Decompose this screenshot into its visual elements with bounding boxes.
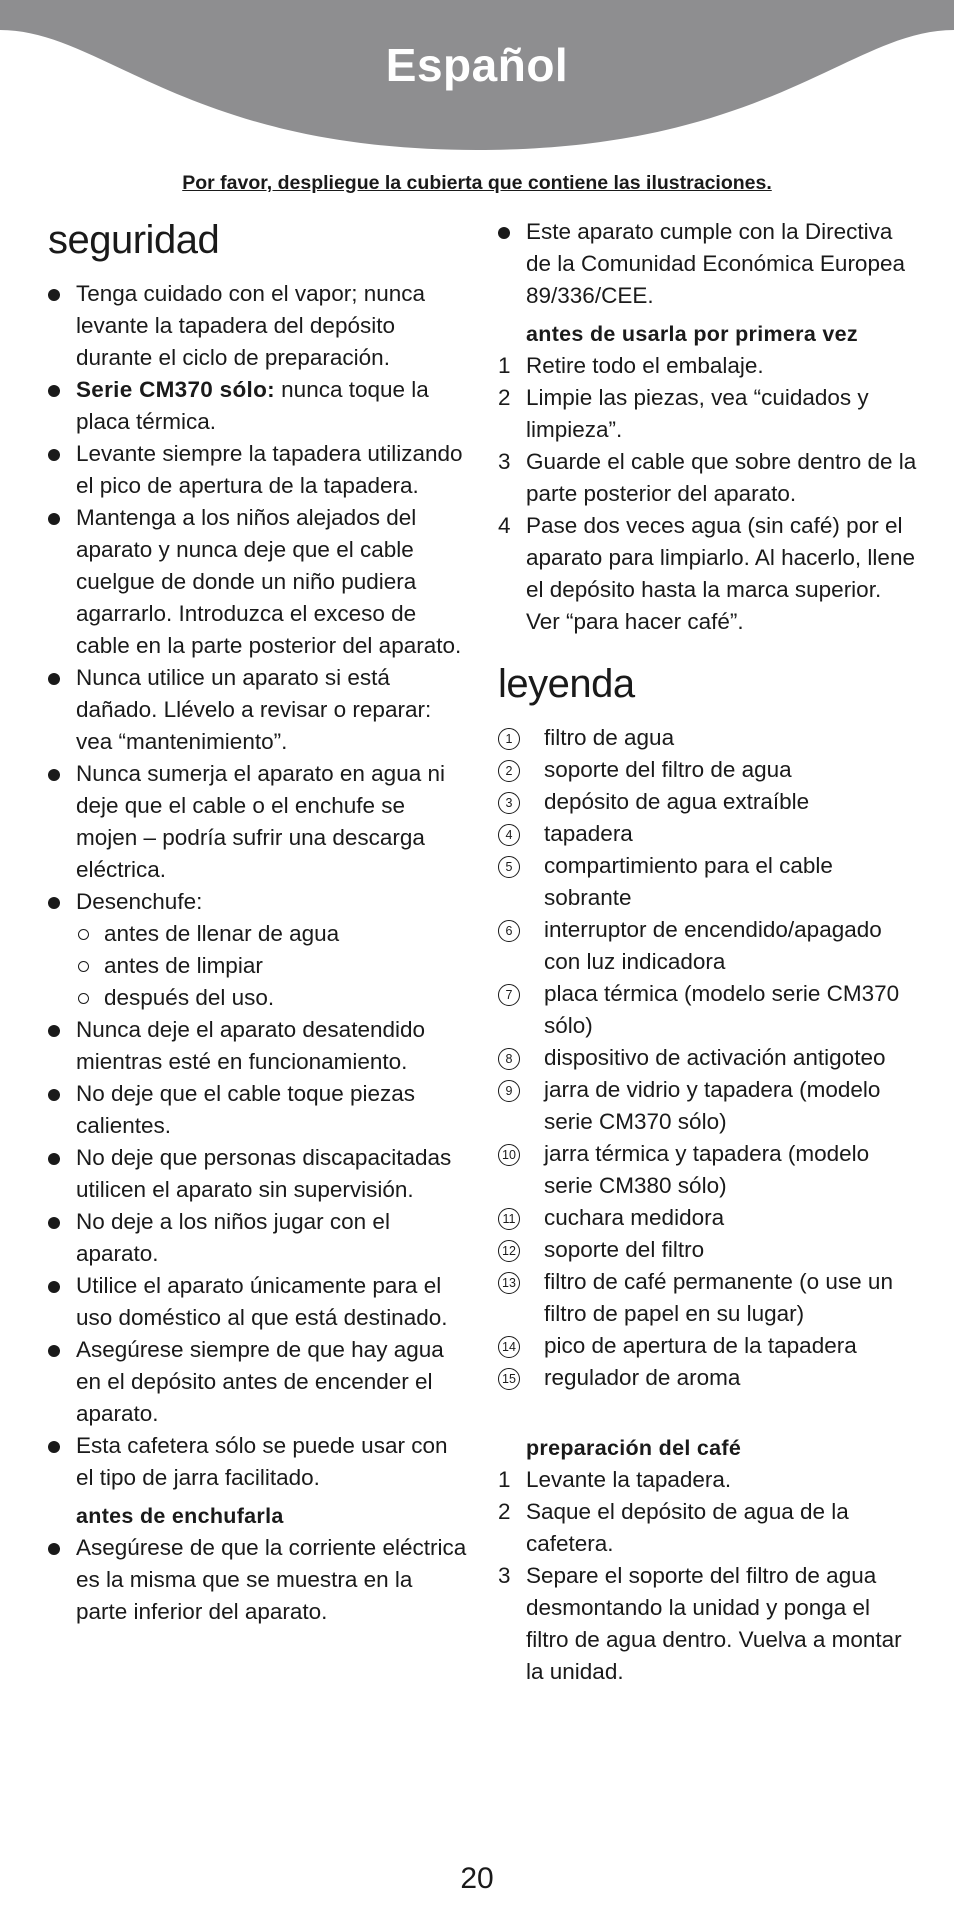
safety-item: No deje a los niños jugar con el aparato. — [48, 1206, 468, 1270]
unplug-sub-item: antes de limpiar — [76, 950, 468, 982]
legend-item — [498, 1138, 918, 1202]
page-number: 20 — [460, 1862, 494, 1895]
legend-number: 8 — [498, 1048, 520, 1070]
safety-item: Nunca sumerja el aparato en agua ni deje que el cable o el enchufe se mojen – podría sufrir una descarga eléctrica. — [48, 758, 468, 886]
left-column — [48, 216, 468, 1628]
legend-text: pico de apertura de la tapadera — [544, 1333, 857, 1358]
step-number: 1 — [498, 353, 511, 378]
safety-item: Levante siempre la tapadera utilizando el pico de apertura de la tapadera. — [48, 438, 468, 502]
legend-item — [498, 1202, 918, 1234]
safety-list — [48, 278, 468, 1494]
instruction-text: Por favor, despliegue la cubierta que contiene las ilustraciones. — [182, 172, 772, 194]
right-column — [498, 216, 918, 1688]
legend-text: interruptor de encendido/apagado con luz indicadora — [544, 917, 882, 974]
series-text: nunca toque la placa térmica. — [76, 377, 429, 434]
legend-item — [498, 818, 918, 850]
legend-number: 4 — [498, 824, 520, 846]
unplug-sub-item: antes de llenar de agua — [76, 918, 468, 950]
step-number: 2 — [498, 1499, 511, 1524]
before-plugging-item: Este aparato cumple con la Directiva de la Comunidad Económica Europea 89/336/CEE. — [498, 216, 918, 312]
unplug-sub-list — [76, 918, 468, 1014]
before-plugging-heading: antes de enchufarla — [76, 1504, 284, 1528]
legend-number: 2 — [498, 760, 520, 782]
first-use-step — [498, 350, 918, 382]
legend-text: soporte del filtro — [544, 1237, 705, 1262]
step-text: Separe el soporte del filtro de agua desmontando la unidad y ponga el filtro de agua dentro. Vuelva a montar la unidad. — [526, 1563, 902, 1684]
legend-item — [498, 722, 918, 754]
legend-item — [498, 1330, 918, 1362]
legend-number: 7 — [498, 984, 520, 1006]
safety-item: Utilice el aparato únicamente para el uso doméstico al que está destinado. — [48, 1270, 468, 1334]
step-text: Retire todo el embalaje. — [526, 353, 764, 378]
legend-text: jarra térmica y tapadera (modelo serie CM380 sólo) — [544, 1141, 870, 1198]
legend-text: jarra de vidrio y tapadera (modelo serie CM370 sólo) — [544, 1077, 881, 1134]
legend-text: tapadera — [544, 821, 633, 846]
series-label: Serie CM370 sólo: — [76, 377, 275, 402]
legend-number: 11 — [498, 1208, 520, 1230]
safety-item: Tenga cuidado con el vapor; nunca levante la tapadera del depósito durante el ciclo de preparación. — [48, 278, 468, 374]
legend-number: 14 — [498, 1336, 520, 1358]
legend-text: filtro de agua — [544, 725, 675, 750]
safety-item: No deje que el cable toque piezas calientes. — [48, 1078, 468, 1142]
legend-number: 5 — [498, 856, 520, 878]
step-number: 1 — [498, 1467, 511, 1492]
safety-item: Nunca deje el aparato desatendido mientras esté en funcionamiento. — [48, 1014, 468, 1078]
brewing-step — [498, 1496, 918, 1560]
legend-item — [498, 978, 918, 1042]
brewing-step — [498, 1560, 918, 1688]
legend-text: compartimiento para el cable sobrante — [544, 853, 833, 910]
step-text: Guarde el cable que sobre dentro de la parte posterior del aparato. — [526, 449, 917, 506]
step-number: 4 — [498, 513, 511, 538]
safety-item: Asegúrese siempre de que hay agua en el depósito antes de encender el aparato. — [48, 1334, 468, 1430]
legend-item — [498, 850, 918, 914]
before-plugging-list — [48, 1532, 468, 1628]
step-text: Levante la tapadera. — [526, 1467, 732, 1492]
safety-item-unplug — [48, 886, 468, 1014]
legend-number: 3 — [498, 792, 520, 814]
legend-text: placa térmica (modelo serie CM370 sólo) — [544, 981, 900, 1038]
legend-heading: leyenda — [498, 662, 635, 706]
legend-item — [498, 914, 918, 978]
legend-text: depósito de agua extraíble — [544, 789, 810, 814]
legend-text: cuchara medidora — [544, 1205, 725, 1230]
step-text: Limpie las piezas, vea “cuidados y limpieza”. — [526, 385, 869, 442]
before-plugging-list-cont — [498, 216, 918, 312]
legend-number: 13 — [498, 1272, 520, 1294]
legend-item — [498, 1266, 918, 1330]
legend-item — [498, 1234, 918, 1266]
legend-item — [498, 1074, 918, 1138]
unplug-sub-item: después del uso. — [76, 982, 468, 1014]
legend-number: 10 — [498, 1144, 520, 1166]
safety-item: No deje que personas discapacitadas utilicen el aparato sin supervisión. — [48, 1142, 468, 1206]
legend-number: 1 — [498, 728, 520, 750]
step-number: 3 — [498, 449, 511, 474]
legend-number: 12 — [498, 1240, 520, 1262]
page-title: Español — [385, 39, 569, 91]
first-use-step — [498, 510, 918, 638]
first-use-steps — [498, 350, 918, 638]
legend-text: soporte del filtro de agua — [544, 757, 792, 782]
before-plugging-item: Asegúrese de que la corriente eléctrica es la misma que se muestra en la parte inferior del aparato. — [48, 1532, 468, 1628]
legend-item — [498, 754, 918, 786]
legend-text: dispositivo de activación antigoteo — [544, 1045, 886, 1070]
legend-item — [498, 1042, 918, 1074]
first-use-step — [498, 382, 918, 446]
brewing-steps — [498, 1464, 918, 1688]
legend-number: 6 — [498, 920, 520, 942]
step-text: Saque el depósito de agua de la cafetera. — [526, 1499, 849, 1556]
legend-text: regulador de aroma — [544, 1365, 741, 1390]
step-number: 3 — [498, 1563, 511, 1588]
safety-item: Nunca utilice un aparato si está dañado. Llévelo a revisar o reparar: vea “mantenimiento”. — [48, 662, 468, 758]
first-use-heading: antes de usarla por primera vez — [526, 322, 858, 346]
brewing-heading: preparación del café — [526, 1436, 742, 1460]
legend-number: 15 — [498, 1368, 520, 1390]
safety-item: Mantenga a los niños alejados del aparato y nunca deje que el cable cuelgue de donde un niño pudiera agarrarlo. Introduzca el exceso de cable en la parte posterior del aparato. — [48, 502, 468, 662]
safety-item-series — [48, 374, 468, 438]
legend-item — [498, 786, 918, 818]
legend-text: filtro de café permanente (o use un filtro de papel en su lugar) — [544, 1269, 893, 1326]
first-use-step — [498, 446, 918, 510]
brewing-step — [498, 1464, 918, 1496]
legend-number: 9 — [498, 1080, 520, 1102]
unplug-label: Desenchufe: — [76, 889, 203, 914]
legend-item — [498, 1362, 918, 1394]
legend-list — [498, 722, 918, 1394]
safety-item: Esta cafetera sólo se puede usar con el tipo de jarra facilitado. — [48, 1430, 468, 1494]
step-number: 2 — [498, 385, 511, 410]
safety-heading: seguridad — [48, 218, 220, 262]
step-text: Pase dos veces agua (sin café) por el aparato para limpiarlo. Al hacerlo, llene el depósito hasta la marca superior. Ver “para hacer café”. — [526, 513, 915, 634]
